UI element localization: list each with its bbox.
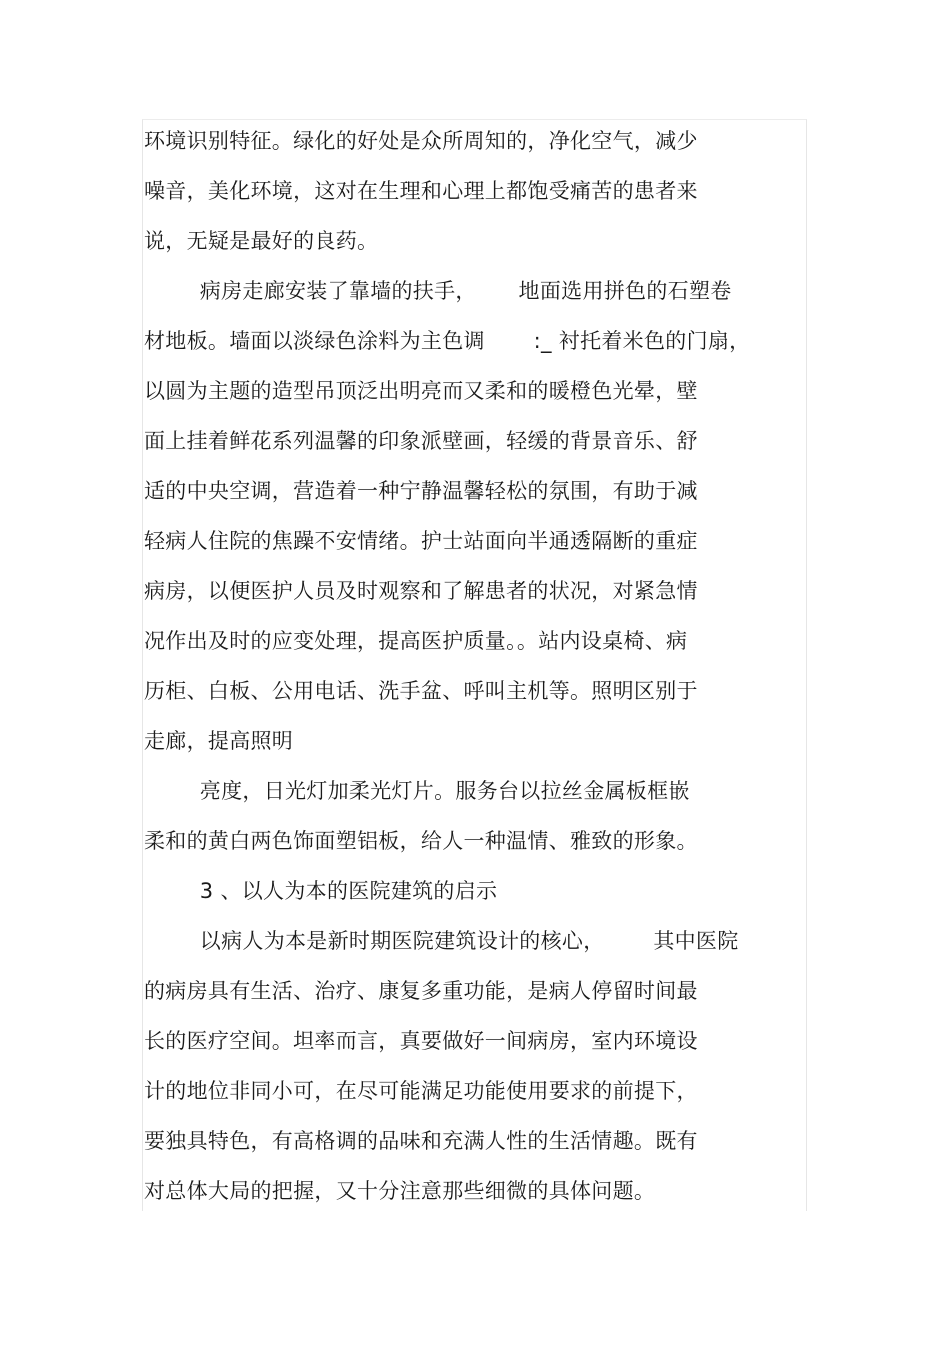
text-line: 柔和的黄白两色饰面塑铝板，给人一种温情、雅致的形象。: [144, 829, 698, 853]
text-line: 病房，以便医护人员及时观察和了解患者的状况，对紧急情: [144, 579, 698, 603]
text-line: 适的中央空调，营造着一种宁静温馨轻松的氛围，有助于减: [144, 479, 698, 503]
text-line: 轻病人住院的焦躁不安情绪。护士站面向半通透隔断的重症: [144, 529, 698, 553]
text-line: 计的地位非同小可，在尽可能满足功能使用要求的前提下，: [144, 1079, 698, 1103]
text-line: 病房走廊安装了靠墙的扶手， 地面选用拼色的石塑卷: [144, 279, 732, 303]
text-line: 对总体大局的把握，又十分注意那些细微的具体问题。: [144, 1179, 656, 1203]
text-line: 走廊，提高照明: [144, 729, 294, 753]
text-line: 亮度，日光灯加柔光灯片。服务台以拉丝金属板框嵌: [144, 779, 690, 803]
text-line: 噪音，美化环境，这对在生理和心理上都饱受痛苦的患者来: [144, 179, 698, 203]
text-line: 以病人为本是新时期医院建筑设计的核心， 其中医院: [144, 929, 739, 953]
text-line: 材地板。墙面以淡绿色涂料为主色调 :_ 衬托着米色的门扇，: [144, 329, 751, 353]
text-line: 长的医疗空间。坦率而言，真要做好一间病房，室内环境设: [144, 1029, 698, 1053]
text-line: 要独具特色，有高格调的品味和充满人性的生活情趣。既有: [144, 1129, 698, 1153]
text-line: 以圆为主题的造型吊顶泛出明亮而又柔和的暖橙色光晕，壁: [144, 379, 698, 403]
text-line: 说，无疑是最好的良药。: [144, 229, 379, 253]
text-line: 的病房具有生活、治疗、康复多重功能，是病人停留时间最: [144, 979, 698, 1003]
text-line: 面上挂着鲜花系列温馨的印象派壁画，轻缓的背景音乐、舒: [144, 429, 698, 453]
text-line: 环境识别特征。绿化的好处是众所周知的，净化空气，减少: [144, 129, 698, 153]
section-heading: 3 、以人为本的医院建筑的启示: [144, 879, 498, 903]
text-line: 历柜、白板、公用电话、洗手盆、呼叫主机等。照明区别于: [144, 679, 698, 703]
text-line: 况作出及时的应变处理，提高医护质量。。站内设桌椅、病: [144, 629, 688, 653]
